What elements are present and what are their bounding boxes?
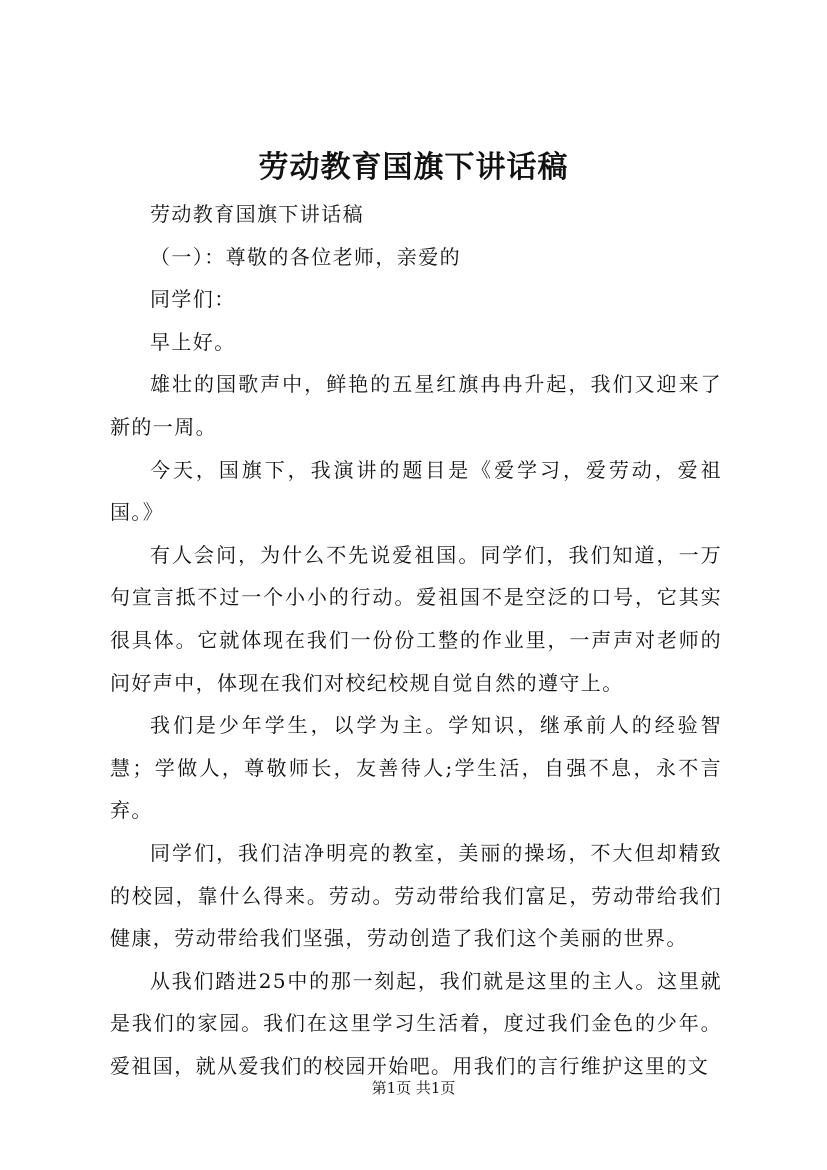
paragraph: 从我们踏进25中的那一刻起，我们就是这里的主人。这里就是我们的家园。我们在这里学习生活着，度过我们金色的少年。爱祖国，就从爱我们的校园开始吧。用我们的言行维护这里的文 [110,968,722,1078]
page-footer: 第1页 共1页 [371,1079,456,1097]
document-title: 劳动教育国旗下讲话稿 [258,150,569,185]
paragraph: 雄壮的国歌声中，鲜艳的五星红旗冉冉升起，我们又迎来了新的一周。 [110,372,722,439]
paragraph: 我们是少年学生，以学为主。学知识，继承前人的经验智慧；学做人，尊敬师长，友善待人;学生活，自强不息，永不言弃。 [110,713,722,823]
paragraph: 今天，国旗下，我演讲的题目是《爱学习，爱劳动，爱祖国。》 [110,457,722,525]
paragraph: 早上好。 [150,329,236,354]
paragraph: 同学们： [150,287,236,312]
paragraph: （一）：尊敬的各位老师，亲爱的 [150,244,461,269]
paragraph: 劳动教育国旗下讲话稿 [150,202,364,226]
document-body [110,193,722,1087]
paragraph: 有人会问，为什么不先说爱祖国。同学们，我们知道，一万句宣言抵不过一个小小的行动。爱祖国不是空泛的口号，它其实很具体。它就体现在我们一份份工整的作业里，一声声对老师的问好声中，体现在我们对校纪校规自觉自然的遵守上。 [110,542,722,695]
paragraph: 同学们，我们洁净明亮的教室，美丽的操场，不大但却精致的校园，靠什么得来。劳动。劳动带给我们富足，劳动带给我们健康，劳动带给我们坚强，劳动创造了我们这个美丽的世界。 [110,840,722,951]
